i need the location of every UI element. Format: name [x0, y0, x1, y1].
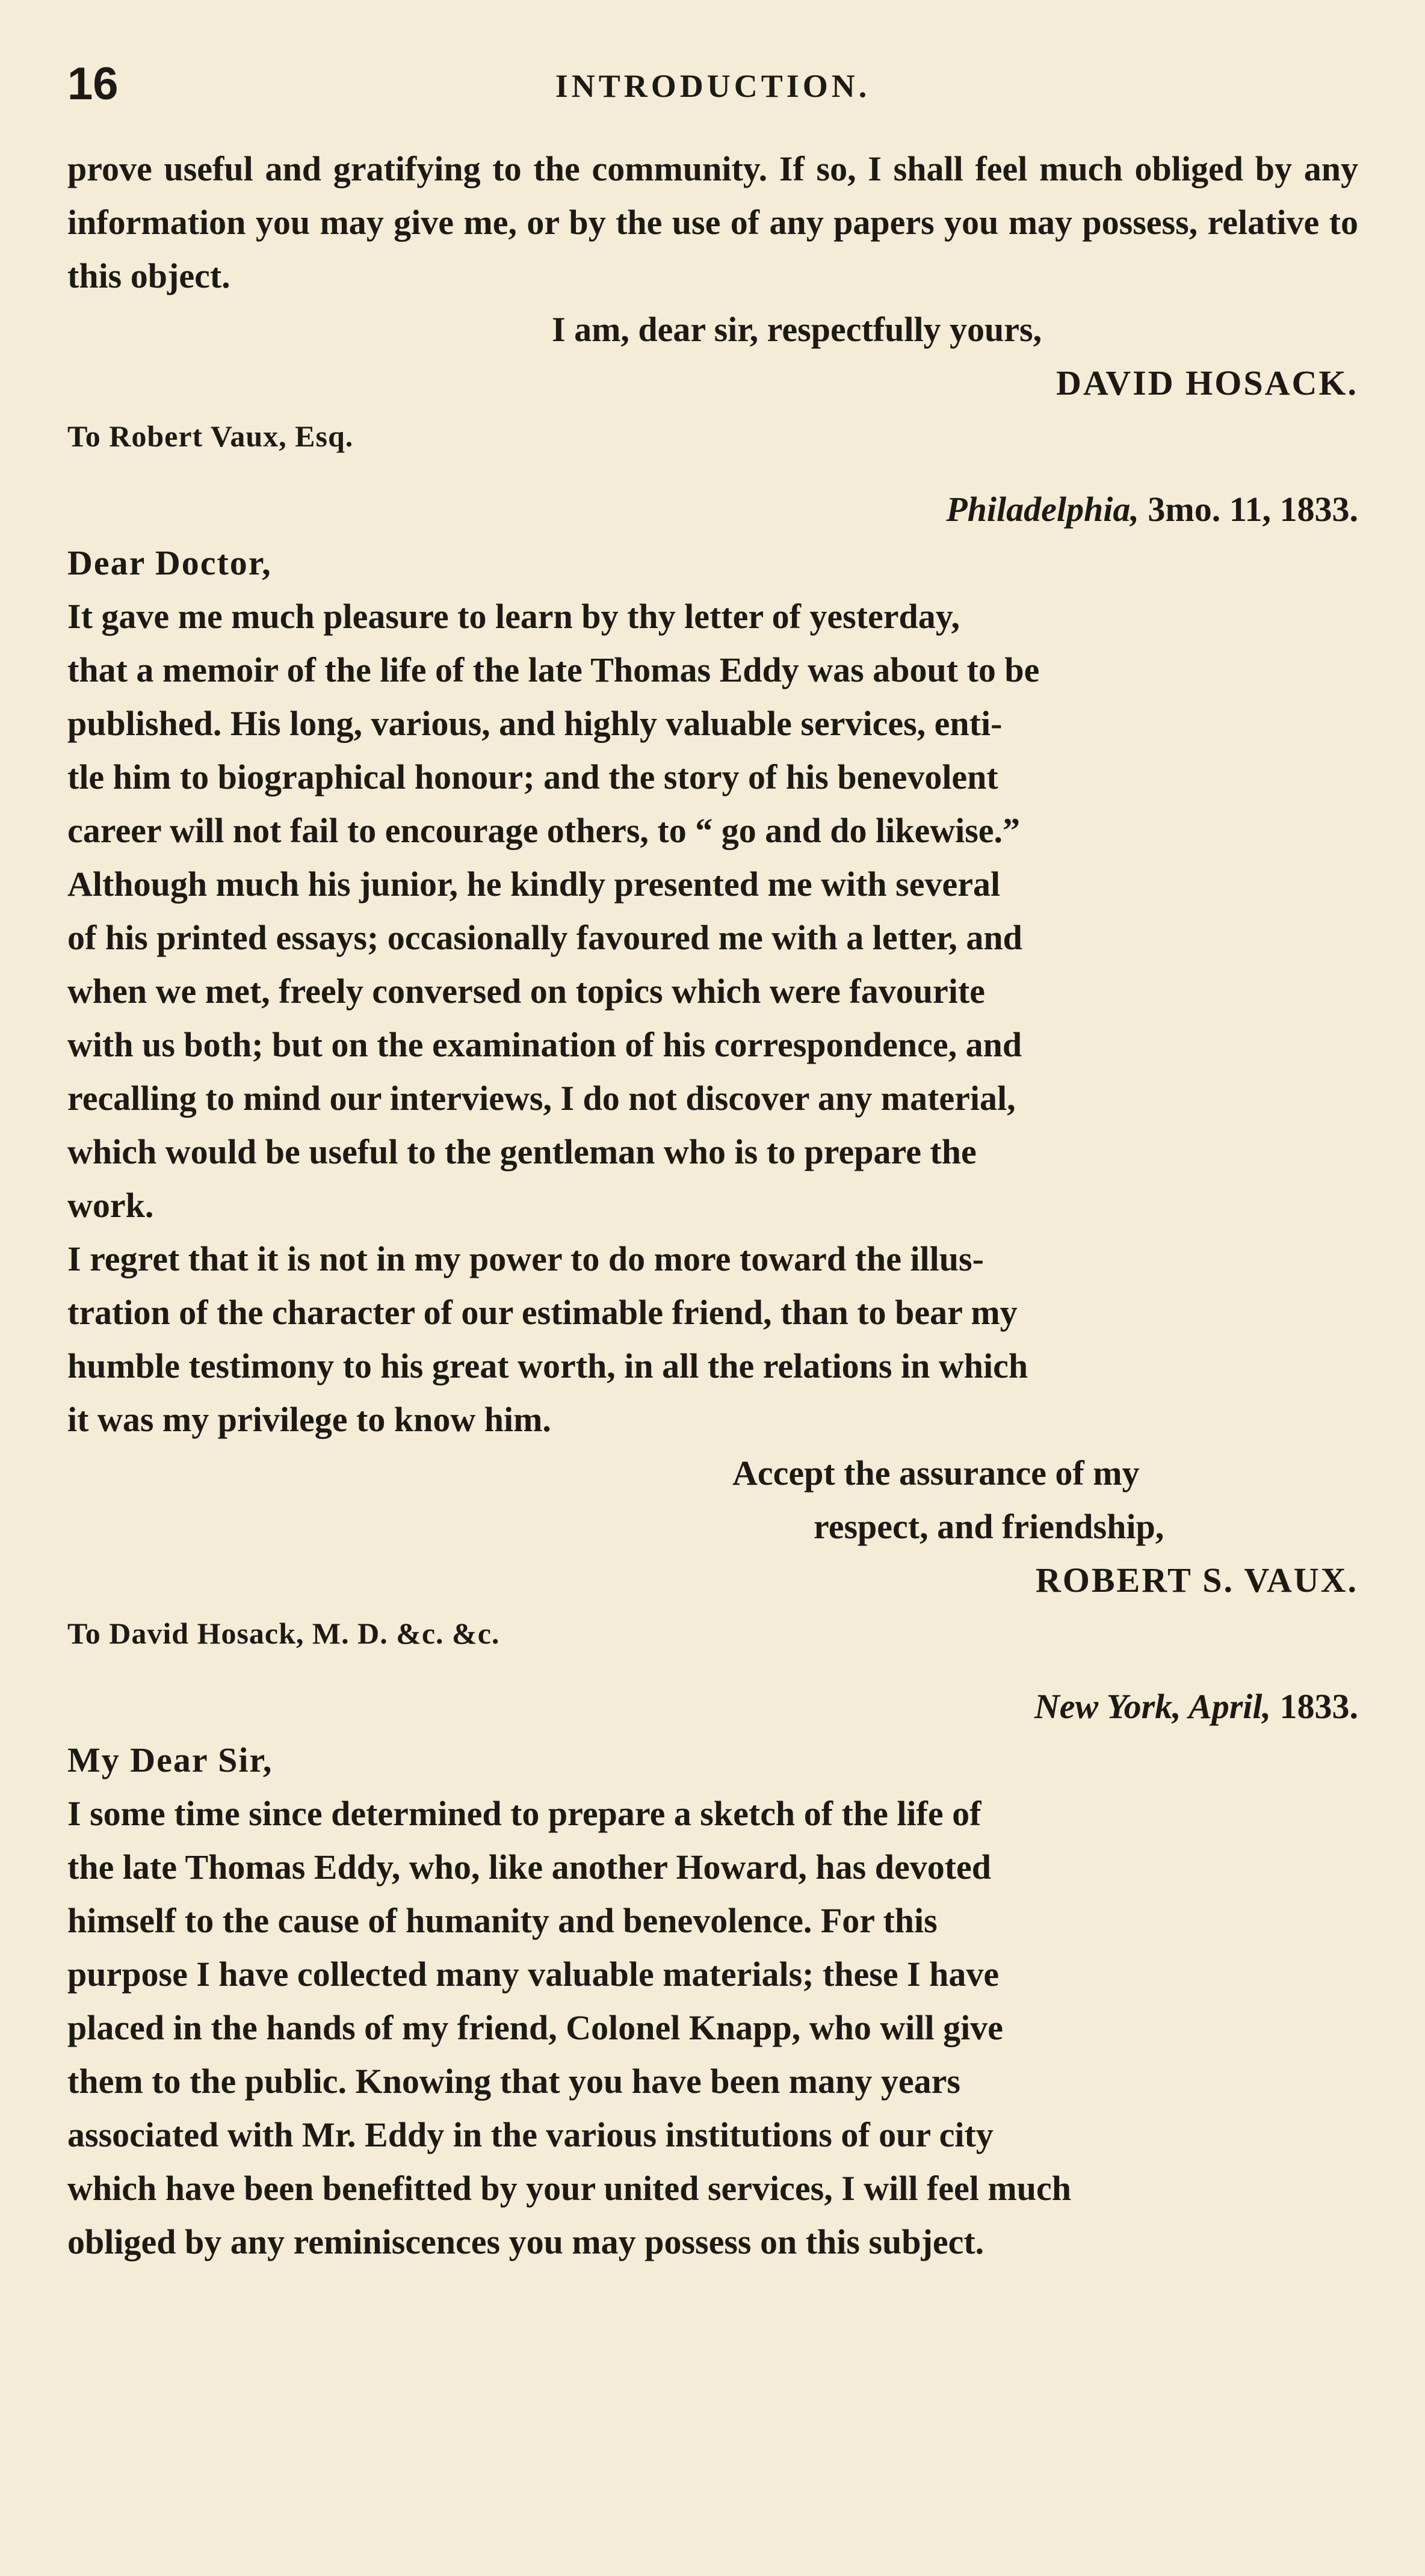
- letter2-p1-line: tle him to biographical honour; and the story of his benevolent: [67, 757, 998, 797]
- letter2-p1-line: which would be useful to the gentleman who is to prepare the: [67, 1132, 977, 1171]
- letter2-paragraph-1: [67, 590, 1358, 1232]
- letter2-signature: ROBERT S. VAUX.: [1035, 1561, 1358, 1600]
- letter3-line: obliged by any reminiscences you may possess on this subject.: [67, 2222, 985, 2261]
- letter2-p1-line: of his printed essays; occasionally favoured me with a letter, and: [67, 918, 1022, 957]
- letter3-line: which have been benefitted by your united services, I will feel much: [67, 2169, 1071, 2208]
- letter3-salutation: My Dear Sir,: [67, 1740, 273, 1779]
- letter1-closing: I am, dear sir, respectfully yours,: [552, 310, 1042, 349]
- letter3-line: associated with Mr. Eddy in the various institutions of our city: [67, 2115, 994, 2154]
- letter2-p1-line: recalling to mind our interviews, I do not discover any material,: [67, 1079, 1016, 1118]
- letter2-paragraph-2: [67, 1232, 1358, 1446]
- letter2-p1-line: that a memoir of the life of the late Thomas Eddy was about to be: [67, 650, 1040, 689]
- letter2-p2-line: humble testimony to his great worth, in all the relations in which: [67, 1346, 1028, 1385]
- letter3-line: I some time since determined to prepare a sketch of the life of: [67, 1794, 981, 1833]
- letter2-salutation: Dear Doctor,: [67, 543, 272, 582]
- letter2-p1-line: when we met, freely conversed on topics which were favourite: [67, 972, 985, 1011]
- letter2-p1-line: published. His long, various, and highly valuable services, enti-: [67, 704, 1003, 743]
- letter1-addressee: To Robert Vaux, Esq.: [67, 419, 354, 453]
- letter2-closing-2: respect, and friendship,: [814, 1507, 1164, 1546]
- letter1-signature: DAVID HOSACK.: [1056, 363, 1358, 402]
- letter1-body: prove useful and gratifying to the community. If so, I shall feel much obliged by any information you may give me, or by the use of any papers you may possess, relative to this object.: [67, 149, 1358, 295]
- letter2-p1-line: work.: [67, 1186, 154, 1225]
- letter2-p2-line: tration of the character of our estimable friend, than to bear my: [67, 1293, 1018, 1332]
- letter3-date: 1833.: [1279, 1687, 1358, 1726]
- letter2-p2-line: I regret that it is not in my power to do more toward the illus-: [67, 1239, 984, 1278]
- letter2-date: 3mo. 11, 1833.: [1148, 490, 1358, 529]
- letter3-paragraph: [67, 1787, 1358, 2269]
- letter3-line: the late Thomas Eddy, who, like another Howard, has devoted: [67, 1847, 992, 1887]
- page-number: 16: [67, 58, 119, 109]
- page-header: [67, 58, 1358, 118]
- letter3-place-date: [67, 1680, 1358, 1733]
- letter2-p2-line: it was my privilege to know him.: [67, 1400, 551, 1439]
- letter2-p1-line: Although much his junior, he kindly presented me with several: [67, 864, 1001, 904]
- letter2-place: Philadelphia,: [946, 490, 1139, 529]
- letter3-line: himself to the cause of humanity and benevolence. For this: [67, 1901, 938, 1940]
- letter2-p1-line: with us both; but on the examination of his correspondence, and: [67, 1025, 1022, 1064]
- letter2-place-date: [67, 482, 1358, 536]
- letter2-closing-1: Accept the assurance of my: [732, 1453, 1140, 1493]
- letter3-line: placed in the hands of my friend, Colonel Knapp, who will give: [67, 2008, 1003, 2047]
- letter3-line: purpose I have collected many valuable materials; these I have: [67, 1955, 1000, 1994]
- letter2-p1-line: It gave me much pleasure to learn by thy letter of yesterday,: [67, 597, 960, 636]
- letter2-addressee: To David Hosack, M. D. &c. &c.: [67, 1616, 500, 1650]
- page-content: [67, 58, 1358, 2269]
- letter3-place: New York, April,: [1034, 1687, 1271, 1726]
- running-head: INTRODUCTION.: [555, 68, 871, 104]
- letter3-line: them to the public. Knowing that you have been many years: [67, 2062, 960, 2101]
- letter2-p1-line: career will not fail to encourage others, to “ go and do likewise.”: [67, 811, 1021, 850]
